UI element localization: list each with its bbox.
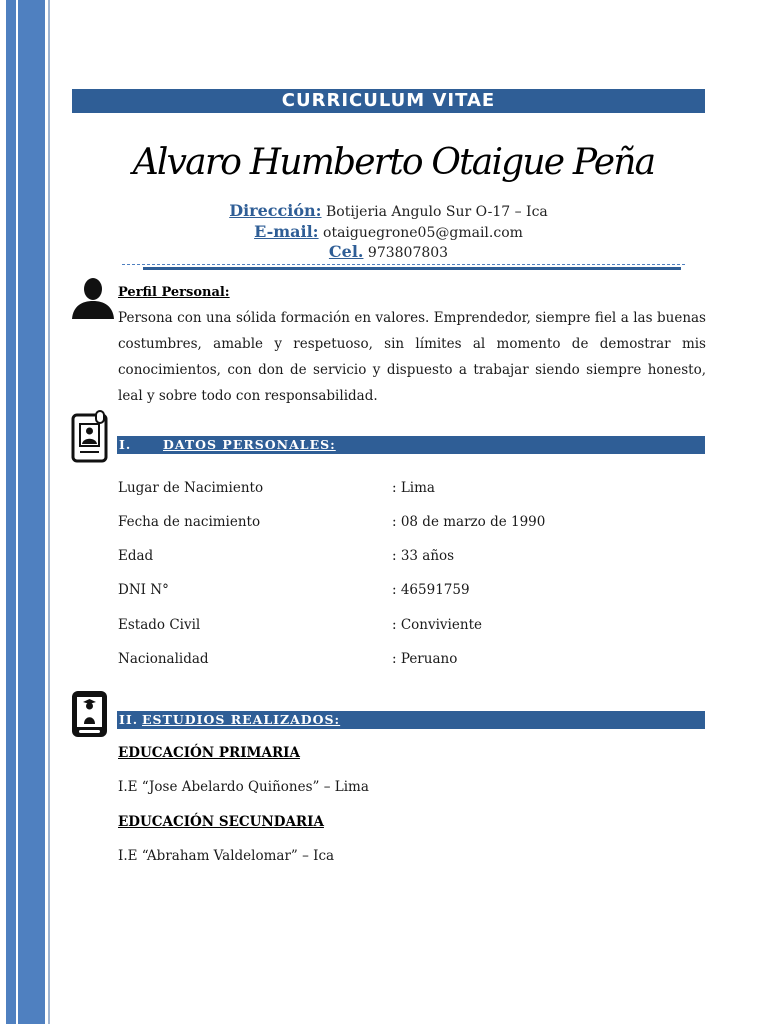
personal-row-dni bbox=[118, 582, 706, 602]
secondary-education-heading: EDUCACIÓN SECUNDARIA bbox=[118, 814, 324, 830]
secondary-school: I.E “Abraham Valdelomar” – Ica bbox=[118, 848, 335, 864]
personal-row-nationality bbox=[118, 651, 706, 671]
row-value: : 08 de marzo de 1990 bbox=[392, 514, 546, 530]
personal-row-civil-status bbox=[118, 617, 706, 637]
candidate-name: Alvaro Humberto Otaigue Peña bbox=[132, 142, 655, 183]
row-value: : Conviviente bbox=[392, 617, 482, 633]
section-studies bbox=[117, 711, 705, 729]
profile-text: Persona con una sólida formación en valores. Emprendedor, siempre fiel a las buenas costumbres, amable y respetuoso, sin límites al momento de demostrar mis conocimientos, con don de servicio y dispuesto a trabajar siendo siempre honesto, leal y sobre todo con responsabilidad. bbox=[118, 310, 706, 404]
personal-row-age bbox=[118, 548, 706, 568]
profile-heading: Perfil Personal: bbox=[118, 285, 230, 300]
section-number: II. bbox=[119, 712, 139, 727]
row-label: DNI N° bbox=[118, 582, 169, 598]
contact-address bbox=[72, 201, 705, 220]
document-title: CURRICULUM VITAE bbox=[72, 89, 705, 113]
phone-graduate-icon bbox=[70, 689, 110, 739]
row-label: Lugar de Nacimiento bbox=[118, 480, 264, 496]
id-badge-icon bbox=[70, 410, 110, 464]
row-value: : 46591759 bbox=[392, 582, 470, 598]
row-label: Edad bbox=[118, 548, 154, 564]
left-decorative-band bbox=[18, 0, 45, 1024]
left-decorative-line bbox=[48, 0, 50, 1024]
email-value: otaiguegrone05@gmail.com bbox=[318, 225, 523, 241]
row-value: : 33 años bbox=[392, 548, 455, 564]
personal-row-birthplace bbox=[118, 480, 706, 500]
address-label: Dirección: bbox=[229, 201, 322, 220]
primary-education-heading: EDUCACIÓN PRIMARIA bbox=[118, 745, 300, 761]
phone-label: Cel. bbox=[328, 242, 364, 261]
header-dashed-divider bbox=[122, 264, 685, 265]
personal-row-birthdate bbox=[118, 514, 706, 534]
section-number: I. bbox=[119, 437, 132, 452]
left-decorative-stripe bbox=[6, 0, 16, 1024]
section-personal-data bbox=[117, 436, 705, 454]
row-value: : Peruano bbox=[392, 651, 458, 667]
section-title: ESTUDIOS REALIZADOS: bbox=[142, 712, 341, 727]
row-label: Fecha de nacimiento bbox=[118, 514, 261, 530]
contact-phone bbox=[72, 242, 705, 261]
row-label: Nacionalidad bbox=[118, 651, 209, 667]
phone-value: 973807803 bbox=[363, 245, 449, 261]
header-solid-divider bbox=[143, 267, 681, 270]
contact-email bbox=[72, 222, 705, 241]
primary-school: I.E “Jose Abelardo Quiñones” – Lima bbox=[118, 779, 369, 795]
person-silhouette-icon bbox=[70, 276, 116, 320]
address-value: Botijeria Angulo Sur O-17 – Ica bbox=[321, 204, 548, 220]
email-label: E-mail: bbox=[254, 222, 319, 241]
row-value: : Lima bbox=[392, 480, 435, 496]
row-label: Estado Civil bbox=[118, 617, 201, 633]
section-title: DATOS PERSONALES: bbox=[163, 437, 336, 452]
